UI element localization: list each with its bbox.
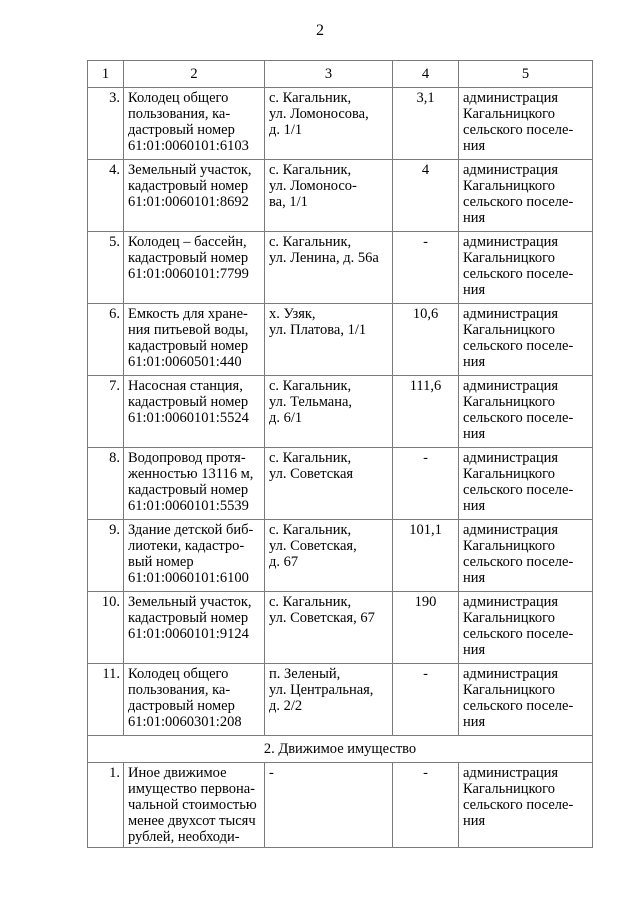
row-number-cell: 8.	[88, 448, 124, 520]
area-cell: -	[393, 232, 459, 304]
object-name-cell: Колодец общего пользования, ка- дастровый номер 61:01:0060301:208	[124, 664, 265, 736]
table-row	[88, 664, 593, 736]
area-cell: 4	[393, 160, 459, 232]
owner-cell: администрация Кагальницкого сельского поселе- ния	[459, 448, 593, 520]
row-number-cell: 1.	[88, 763, 124, 848]
address-cell: с. Кагальник, ул. Советская	[265, 448, 393, 520]
owner-cell: администрация Кагальницкого сельского поселе- ния	[459, 88, 593, 160]
owner-cell: администрация Кагальницкого сельского поселе- ния	[459, 376, 593, 448]
address-cell: с. Кагальник, ул. Ломоносо- ва, 1/1	[265, 160, 393, 232]
object-name-cell: Земельный участок, кадастровый номер 61:01:0060101:9124	[124, 592, 265, 664]
table-row	[88, 592, 593, 664]
row-number-cell: 11.	[88, 664, 124, 736]
area-cell: -	[393, 763, 459, 848]
page-number: 2	[316, 22, 324, 39]
row-number-cell: 5.	[88, 232, 124, 304]
table-header-row	[88, 61, 593, 88]
header-cell: 4	[393, 61, 459, 88]
owner-cell: администрация Кагальницкого сельского поселе- ния	[459, 304, 593, 376]
address-cell: х. Узяк, ул. Платова, 1/1	[265, 304, 393, 376]
owner-cell: администрация Кагальницкого сельского поселе- ния	[459, 160, 593, 232]
object-name-cell: Водопровод протя- женностью 13116 м, кадастровый номер 61:01:0060101:5539	[124, 448, 265, 520]
address-cell: п. Зеленый, ул. Центральная, д. 2/2	[265, 664, 393, 736]
section-title: 2. Движимое имущество	[88, 736, 593, 763]
section-header-row	[88, 736, 593, 763]
row-number-cell: 4.	[88, 160, 124, 232]
area-cell: -	[393, 664, 459, 736]
address-cell: с. Кагальник, ул. Ленина, д. 56а	[265, 232, 393, 304]
row-number-cell: 9.	[88, 520, 124, 592]
owner-cell: администрация Кагальницкого сельского поселе- ния	[459, 763, 593, 848]
address-cell: с. Кагальник, ул. Тельмана, д. 6/1	[265, 376, 393, 448]
row-number-cell: 3.	[88, 88, 124, 160]
object-name-cell: Колодец – бассейн, кадастровый номер 61:01:0060101:7799	[124, 232, 265, 304]
area-cell: -	[393, 448, 459, 520]
owner-cell: администрация Кагальницкого сельского поселе- ния	[459, 664, 593, 736]
row-number-cell: 10.	[88, 592, 124, 664]
row-number-cell: 6.	[88, 304, 124, 376]
object-name-cell: Насосная станция, кадастровый номер 61:01:0060101:5524	[124, 376, 265, 448]
area-cell: 101,1	[393, 520, 459, 592]
area-cell: 111,6	[393, 376, 459, 448]
object-name-cell: Иное движимое имущество первона- чальной стоимостью менее двухсот тысяч рублей, необходи-	[124, 763, 265, 848]
object-name-cell: Здание детской биб- лиотеки, кадастро- вый номер 61:01:0060101:6100	[124, 520, 265, 592]
table-row	[88, 448, 593, 520]
address-cell: с. Кагальник, ул. Советская, 67	[265, 592, 393, 664]
table-row	[88, 376, 593, 448]
row-number-cell: 7.	[88, 376, 124, 448]
owner-cell: администрация Кагальницкого сельского поселе- ния	[459, 520, 593, 592]
area-cell: 3,1	[393, 88, 459, 160]
area-cell: 10,6	[393, 304, 459, 376]
address-cell: -	[265, 763, 393, 848]
header-cell: 1	[88, 61, 124, 88]
object-name-cell: Земельный участок, кадастровый номер 61:01:0060101:8692	[124, 160, 265, 232]
property-table	[87, 60, 593, 848]
table-row	[88, 763, 593, 848]
owner-cell: администрация Кагальницкого сельского поселе- ния	[459, 592, 593, 664]
table-row	[88, 88, 593, 160]
header-cell: 3	[265, 61, 393, 88]
table-row	[88, 232, 593, 304]
object-name-cell: Колодец общего пользования, ка- дастровый номер 61:01:0060101:6103	[124, 88, 265, 160]
header-cell: 2	[124, 61, 265, 88]
address-cell: с. Кагальник, ул. Советская, д. 67	[265, 520, 393, 592]
table-row	[88, 160, 593, 232]
address-cell: с. Кагальник, ул. Ломоносова, д. 1/1	[265, 88, 393, 160]
table-row	[88, 520, 593, 592]
header-cell: 5	[459, 61, 593, 88]
owner-cell: администрация Кагальницкого сельского поселе- ния	[459, 232, 593, 304]
object-name-cell: Емкость для хране- ния питьевой воды, кадастровый номер 61:01:0060501:440	[124, 304, 265, 376]
table-row	[88, 304, 593, 376]
area-cell: 190	[393, 592, 459, 664]
